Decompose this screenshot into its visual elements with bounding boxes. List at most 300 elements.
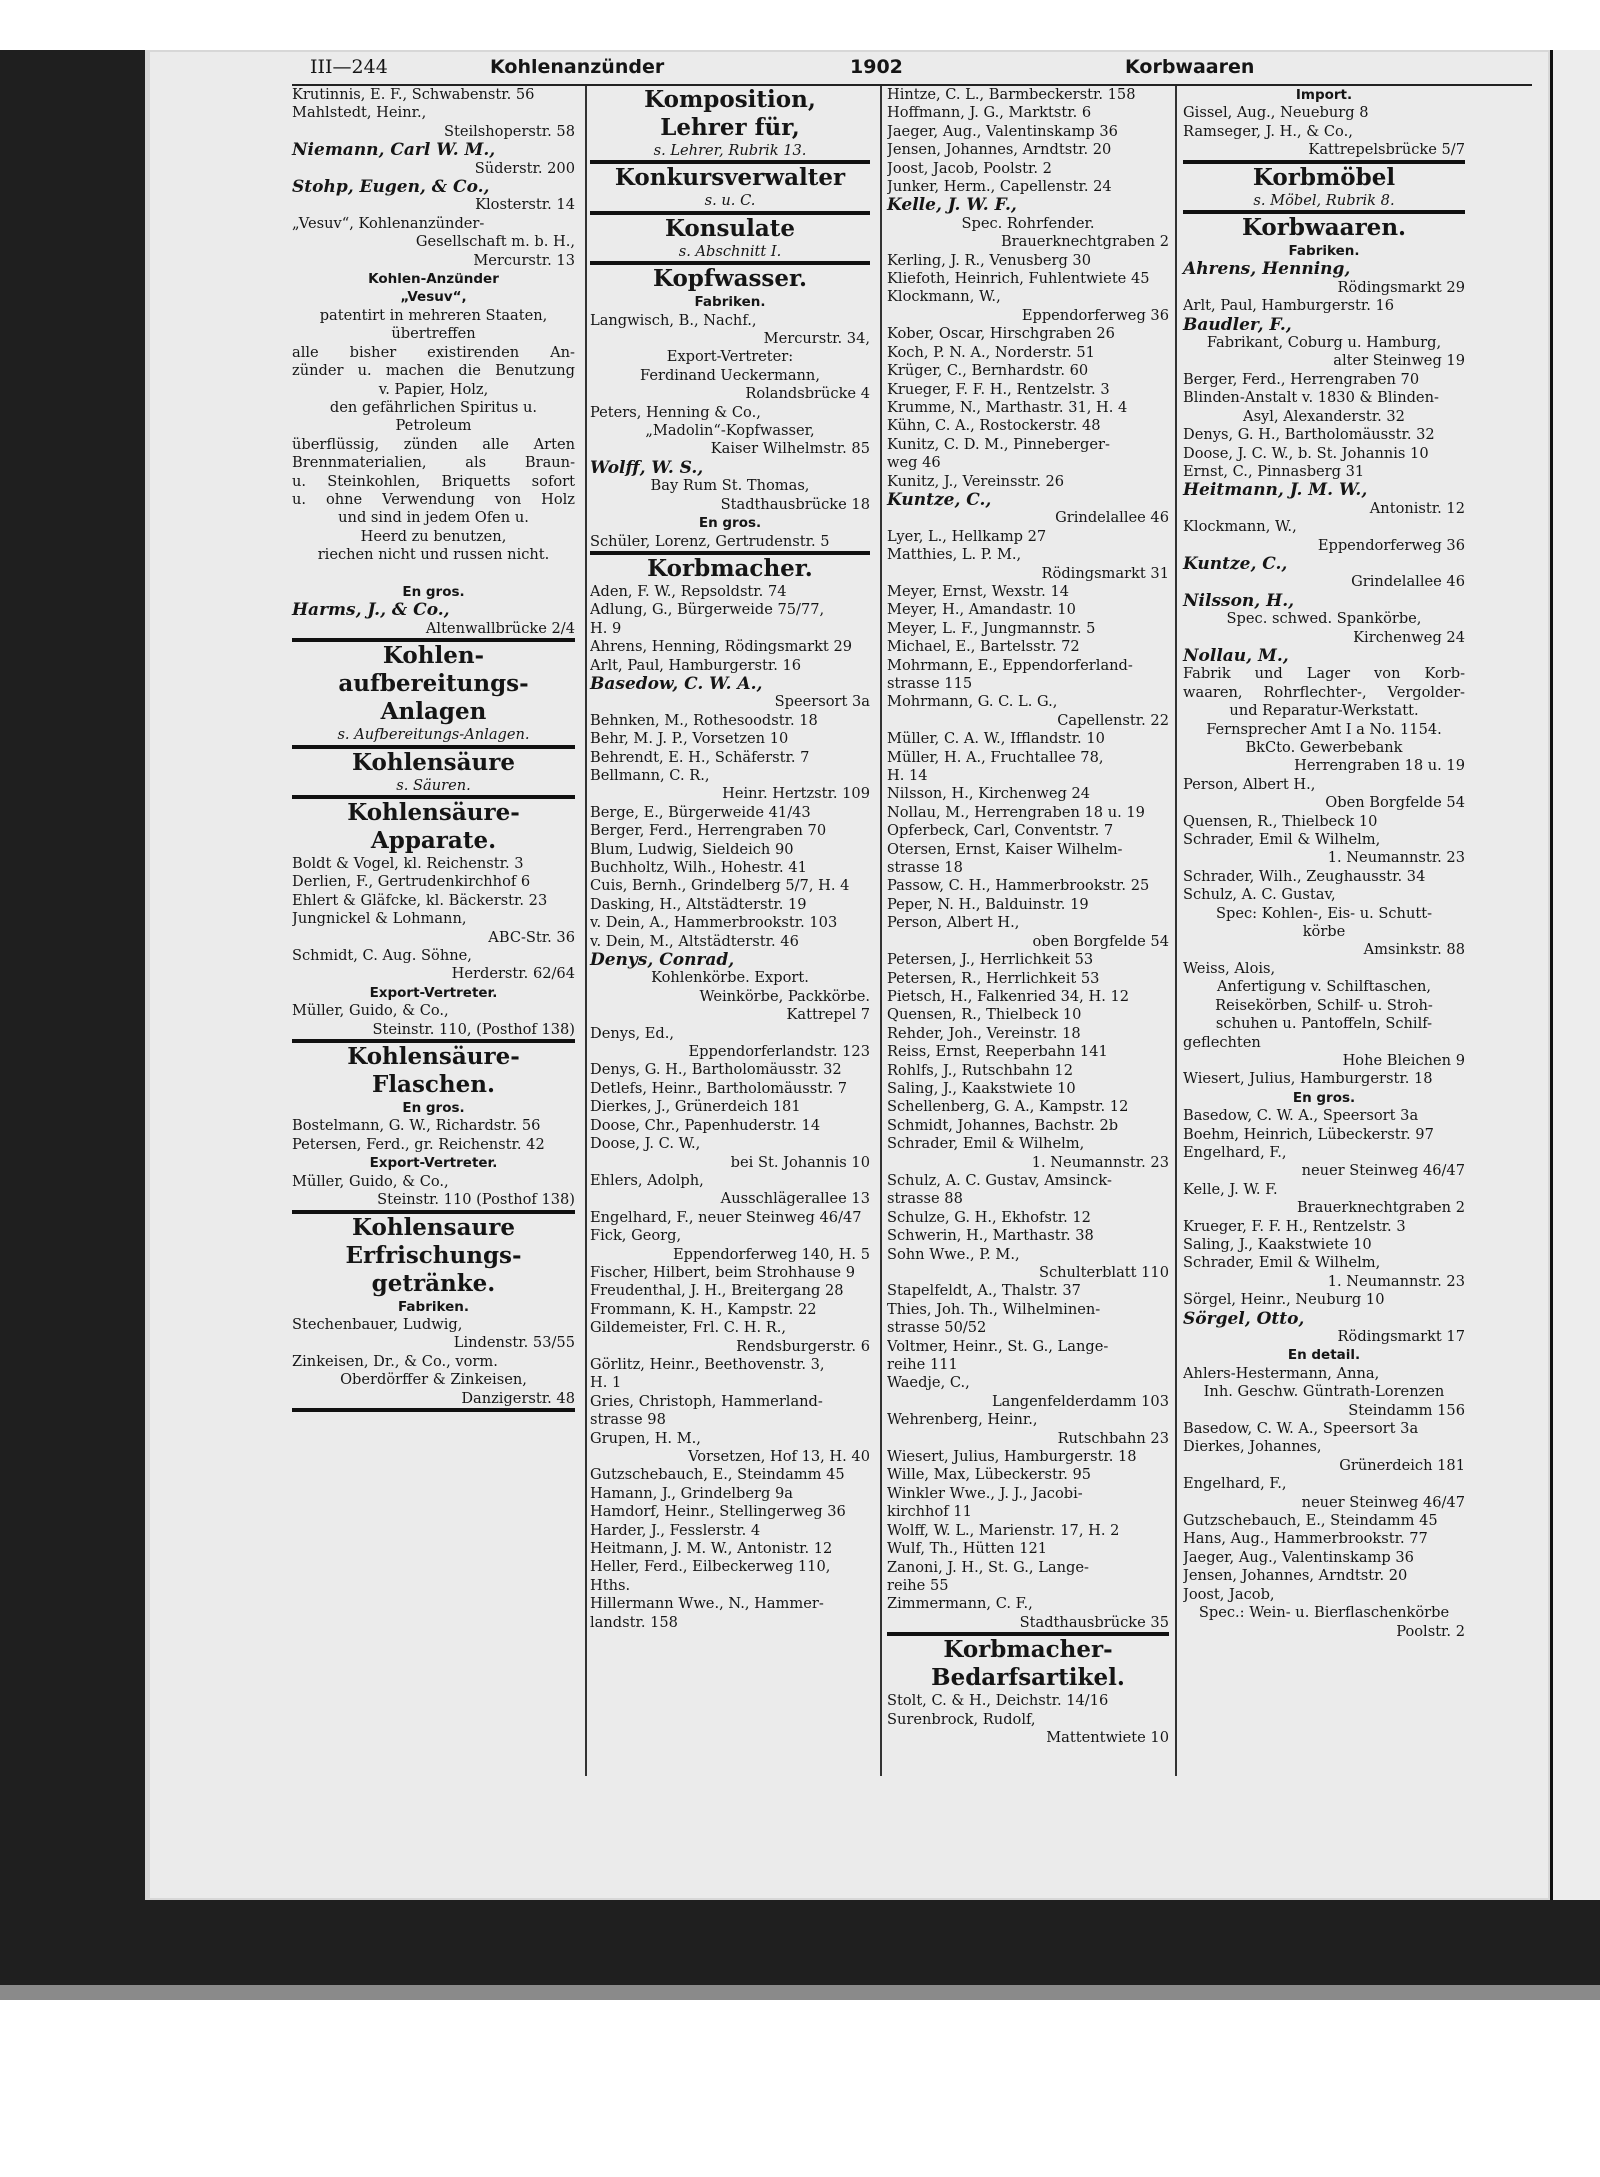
directory-entry-line: Langwisch, B., Nachf., [590,311,757,329]
directory-entry-line: Schulterblatt 110 [1038,1264,1169,1281]
directory-entry-line: Wolff, W. L., Marienstr. 17, H. 2 [887,1521,1120,1539]
directory-entry-line: Thies, Joh. Th., Wilhelminen- [887,1300,1101,1318]
column-divider-3 [1175,86,1177,1776]
directory-entry-line: Blinden-Anstalt v. 1830 & Blinden- [1183,389,1439,407]
directory-entry-line: Saling, J., Kaakstwiete 10 [887,1079,1076,1097]
directory-entry-line: Rödingsmarkt 17 [1337,1328,1465,1345]
section-heading: Korbmacher. [647,554,813,582]
directory-entry-line: Doose, J. C. W., b. St. Johannis 10 [1183,444,1429,462]
directory-entry-line: Inh. Geschw. Güntrath-Lorenzen [1203,1383,1445,1401]
section-heading: Komposition, [644,86,816,113]
directory-entry-line: bei St. Johannis 10 [730,1153,870,1171]
directory-entry-line: Doose, Chr., Papenhuderstr. 14 [590,1116,821,1134]
directory-entry-line: landstr. 158 [590,1613,678,1631]
directory-entry-line: Ahrens, Henning, Rödingsmarkt 29 [590,638,853,656]
directory-entry-line: neuer Steinweg 46/47 [1301,1493,1465,1511]
directory-entry-line: Rendsburgerstr. 6 [736,1337,870,1355]
directory-entry-line: Wille, Max, Lübeckerstr. 95 [887,1466,1092,1484]
directory-entry-line: Petersen, R., Herrlichkeit 53 [887,969,1100,987]
directory-entry-line: Gesellschaft m. b. H., [415,233,575,251]
directory-entry-line: 1. Neumannstr. 23 [1327,1272,1465,1290]
directory-entry-line: Gildemeister, Frl. C. H. R., [590,1319,786,1337]
directory-entry-line: überflüssig, zünden alle Arten [292,435,575,453]
directory-entry-line: Petersen, J., Herrlichkeit 53 [887,951,1094,969]
featured-entry-name: Kelle, J. W. F., [887,195,1017,216]
directory-entry-line: Dierkes, J., Grünerdeich 181 [590,1098,801,1116]
directory-entry-line: waaren, Rohrflechter-, Vergolder- [1183,683,1465,701]
directory-entry-line: Rolandsbrücke 4 [745,385,870,403]
directory-entry-line: Peper, N. H., Balduinstr. 19 [887,895,1089,913]
directory-entry-line: Reiss, Ernst, Reeperbahn 141 [887,1043,1108,1061]
cross-reference: s. Lehrer, Rubrik 13. [653,142,807,159]
featured-entry-name: Baudler, F., [1183,314,1292,335]
directory-entry-line: Spec. Rohrfender. [961,214,1095,232]
subheading: En gros. [1292,1089,1356,1106]
directory-entry-line: strasse 18 [887,859,963,877]
directory-entry-line: Grindelallee 46 [1055,509,1169,527]
directory-entry-line: Hans, Aug., Hammerbrookstr. 77 [1183,1530,1428,1548]
running-head-right: Korbwaaren [1125,56,1255,78]
subheading: En detail. [1287,1347,1361,1364]
directory-entry-line: Kohlenkörbe. Export. [651,969,809,987]
directory-entry-line: Detlefs, Heinr., Bartholomäusstr. 7 [590,1079,848,1097]
directory-entry-line: Ferdinand Ueckermann, [640,366,820,384]
directory-entry-line: Hohe Bleichen 9 [1342,1051,1465,1069]
directory-entry-line: Müller, Guido, & Co., [292,1172,449,1190]
directory-entry-line: weg 46 [887,454,941,472]
featured-entry-name: Sörgel, Otto, [1183,1308,1305,1329]
directory-entry-line: Steinstr. 110, (Posthof 138) [372,1020,575,1038]
directory-entry-line: v. Dein, A., Hammerbrookstr. 103 [590,914,838,932]
directory-entry-line: v. Dein, M., Altstädterstr. 46 [590,932,799,950]
section-heading: Korbwaaren. [1241,214,1407,242]
directory-entry-line: patentirt in mehreren Staaten, [319,306,548,324]
directory-entry-line: Meyer, L. F., Jungmannstr. 5 [887,619,1096,637]
directory-entry-line: Boldt & Vogel, kl. Reichenstr. 3 [292,855,524,872]
directory-entry-line: Jensen, Johannes, Arndtstr. 20 [887,141,1112,159]
directory-entry-line: Wiesert, Julius, Hamburgerstr. 18 [1183,1070,1433,1088]
section-heading: Apparate. [370,827,497,854]
directory-entry-line: v. Papier, Holz, [378,380,489,398]
featured-entry-name: Nollau, M., [1183,645,1289,666]
directory-entry-line: Export-Vertreter: [666,348,794,366]
directory-entry-line: reihe 111 [887,1356,958,1374]
directory-entry-line: Ehlert & Gläfcke, kl. Bäckerstr. 23 [292,891,548,909]
directory-entry-line: Ramseger, J. H., & Co., [1183,122,1353,140]
directory-entry-line: Fernsprecher Amt I a No. 1154. [1206,720,1442,738]
directory-entry-line: „Vesuv“, Kohlenanzünder- [292,214,485,232]
featured-entry-name: Ahrens, Henning, [1183,259,1351,280]
cross-reference: s. Aufbereitungs-Anlagen. [337,726,530,744]
directory-entry-line: Pietsch, H., Falkenried 34, H. 12 [887,987,1130,1005]
scan-bottom-shade [0,1985,1600,2000]
directory-entry-line: Jungnickel & Lohmann, [292,910,467,928]
directory-entry-line: Grünerdeich 181 [1339,1456,1465,1474]
directory-entry-line: Harder, J., Fesslerstr. 4 [590,1521,761,1539]
directory-entry-line: Stolt, C. & H., Deichstr. 14/16 [887,1692,1109,1710]
directory-entry-line: Heller, Ferd., Eilbeckerweg 110, [590,1558,831,1576]
directory-entry-line: Mohrmann, G. C. L. G., [887,693,1058,711]
directory-entry-line: Schrader, Emil & Wilhelm, [887,1135,1085,1153]
directory-entry-line: Meyer, Ernst, Wexstr. 14 [887,582,1070,600]
directory-entry-line: strasse 88 [887,1190,963,1208]
directory-entry-line: 1. Neumannstr. 23 [1031,1153,1169,1171]
directory-entry-line: u. ohne Verwendung von Holz [292,490,575,508]
directory-entry-line: Brauerknechtgraben 2 [1000,233,1169,251]
directory-entry-line: Hintze, C. L., Barmbeckerstr. 158 [887,86,1136,103]
directory-entry-line: riechen nicht und russen nicht. [317,546,550,564]
column-divider-1 [585,86,587,1776]
directory-entry-line: Fick, Georg, [590,1227,682,1245]
directory-entry-line: Anfertigung v. Schilftaschen, [1216,978,1431,996]
directory-entry-line: Adlung, G., Bürgerweide 75/77, [590,601,825,619]
directory-entry-line: Mattentwiete 10 [1046,1728,1169,1746]
directory-entry-line: Behnken, M., Rothesoodstr. 18 [590,711,818,729]
directory-entry-line: Heerd zu benutzen, [360,527,507,545]
directory-entry-line: Klockmann, W., [887,288,1001,306]
directory-entry-line: Freudenthal, J. H., Breitergang 28 [590,1282,844,1300]
directory-entry-line: Schulze, G. H., Ekhofstr. 12 [887,1208,1091,1226]
cross-reference: s. u. C. [704,192,756,210]
directory-entry-line: Poolstr. 2 [1396,1622,1465,1640]
directory-entry-line: Müller, Guido, & Co., [292,1002,449,1020]
directory-entry-line: Kerling, J. R., Venusberg 30 [887,251,1092,269]
directory-entry-line: Heitmann, J. M. W., Antonistr. 12 [590,1540,833,1558]
section-heading: Konkursverwalter [614,164,846,192]
directory-entry-line: Spec: Kohlen-, Eis- u. Schutt- [1216,904,1432,922]
running-head-left: Kohlenanzünder [490,56,665,78]
directory-entry-line: Steinstr. 110 (Posthof 138) [377,1191,575,1209]
section-heading: Flaschen. [371,1071,495,1099]
section-heading: Kohlensäure- [347,1043,520,1071]
directory-entry-line: zünder u. machen die Benutzung [292,362,575,380]
subheading: En gros. [698,515,762,532]
cross-reference: s. Möbel, Rubrik 8. [1253,191,1395,209]
directory-entry-line: Behrendt, E. H., Schäferstr. 7 [590,748,810,766]
directory-entry-line: Buchholtz, Wilh., Hohestr. 41 [590,859,807,876]
directory-entry-line: strasse 115 [887,675,973,692]
directory-entry-line: Kunitz, J., Vereinsstr. 26 [887,472,1065,490]
section-heading: Lehrer für, [660,114,800,141]
section-heading: Kohlensaure [352,1213,515,1241]
directory-entry-line: Krueger, F. F. H., Rentzelstr. 3 [1183,1217,1406,1235]
directory-entry-line: Dierkes, Johannes, [1183,1438,1322,1456]
directory-entry-line: Brauerknechtgraben 2 [1296,1199,1465,1217]
subheading: En gros. [402,1100,465,1117]
directory-entry-line: Joost, Jacob, Poolstr. 2 [887,159,1052,177]
subheading: Export-Vertreter. [369,1155,498,1172]
directory-entry-line: Schellenberg, G. A., Kampstr. 12 [887,1098,1129,1116]
featured-entry-name: Heitmann, J. M. W., [1183,480,1368,501]
directory-entry-line: Denys, Ed., [590,1024,675,1042]
directory-entry-line: Nollau, M., Herrengraben 18 u. 19 [887,803,1145,821]
directory-entry-line: Stechenbauer, Ludwig, [292,1315,463,1333]
directory-entry-line: Kattrepelsbrücke 5/7 [1308,141,1465,159]
directory-entry-line: Herrengraben 18 u. 19 [1294,757,1465,775]
column-4 [1183,86,1465,1641]
directory-entry-line: Danzigerstr. 48 [461,1389,575,1407]
section-heading: Bedarfsartikel. [931,1664,1125,1692]
directory-entry-line: Jaeger, Aug., Valentinskamp 36 [1183,1548,1414,1566]
directory-entry-line: Ernst, C., Pinnasberg 31 [1183,462,1365,480]
featured-entry-name: Stohp, Eugen, & Co., [292,177,490,198]
featured-entry-name: Nilsson, H., [1183,590,1295,611]
directory-entry-line: Denys, G. H., Bartholomäusstr. 32 [590,1061,842,1079]
directory-entry-line: Altenwallbrücke 2/4 [425,619,575,637]
section-heading: Kohlen- [382,642,485,670]
directory-entry-line: Eppendorferweg 36 [1317,536,1465,554]
directory-entry-line: Schwerin, H., Marthastr. 38 [887,1227,1094,1245]
featured-entry-name: Niemann, Carl W. M., [292,140,496,161]
directory-entry-line: alle bisher existirenden An- [292,343,575,361]
directory-entry-line: Stadthausbrücke 35 [1019,1613,1169,1631]
section-heading: Korbmacher- [943,1636,1113,1664]
directory-entry-line: Surenbrock, Rudolf, [887,1710,1036,1728]
directory-entry-line: Wiesert, Julius, Hamburgerstr. 18 [887,1448,1137,1466]
directory-entry-line: Hamann, J., Grindelberg 9a [590,1484,793,1502]
subheading: Export-Vertreter. [369,984,498,1001]
directory-entry-line: Klockmann, W., [1183,518,1297,536]
directory-entry-line: Frommann, K. H., Kampstr. 22 [590,1300,817,1318]
directory-entry-line: Arlt, Paul, Hamburgerstr. 16 [1183,297,1395,315]
directory-entry-line: Berger, Ferd., Herrengraben 70 [1183,370,1420,388]
directory-entry-line: Eppendorferlandstr. 123 [688,1043,870,1061]
directory-entry-line: Joost, Jacob, [1183,1585,1275,1603]
subheading: Fabriken. [694,294,766,311]
featured-entry-name: Basedow, C. W. A., [590,673,763,694]
directory-entry-line: Fabrik und Lager von Korb- [1183,665,1465,683]
subheading: Import. [1295,87,1353,103]
directory-entry-line: Matthies, L. P. M., [887,546,1022,564]
directory-entry-line: Herderstr. 62/64 [451,965,575,983]
directory-entry-line: Klosterstr. 14 [475,196,575,214]
directory-entry-line: Quensen, R., Thielbeck 10 [887,1006,1082,1024]
section-heading: Erfrischungs- [345,1241,522,1269]
directory-entry-line: Spec.: Wein- u. Bierflaschenkörbe [1198,1604,1450,1622]
directory-entry-line: Person, Albert H., [1183,775,1316,793]
directory-entry-line: Zinkeisen, Dr., & Co., vorm. [292,1352,498,1370]
directory-entry-line: Oberdörffer & Zinkeisen, [340,1371,527,1389]
directory-entry-line: Schulz, A. C. Gustav, [1183,886,1336,904]
directory-entry-line: Engelhard, F., [1183,1475,1287,1493]
directory-entry-line: Opferbeck, Carl, Conventstr. 7 [887,822,1114,840]
directory-entry-line: Arlt, Paul, Hamburgerstr. 16 [590,656,802,674]
cross-reference: s. Säuren. [396,776,471,794]
directory-entry-line: Saling, J., Kaakstwiete 10 [1183,1235,1372,1253]
directory-entry-line: Cuis, Bernh., Grindelberg 5/7, H. 4 [590,877,850,895]
directory-entry-line: Kaiser Wilhelmstr. 85 [710,440,870,458]
directory-entry-line: H. 9 [590,619,622,637]
section-heading: Korbmöbel [1252,163,1396,191]
directory-entry-line: Sörgel, Heinr., Neuburg 10 [1183,1291,1385,1309]
directory-entry-line: Rutschbahn 23 [1057,1429,1169,1447]
directory-entry-line: H. 14 [887,767,928,785]
directory-entry-line: Waedje, C., [887,1374,970,1392]
directory-entry-line: u. Steinkohlen, Briquetts sofort [292,472,575,490]
directory-entry-line: Rödingsmarkt 31 [1041,564,1169,582]
directory-entry-line: und sind in jedem Ofen u. [338,509,529,527]
directory-entry-line: Petersen, Ferd., gr. Reichenstr. 42 [292,1135,545,1153]
directory-entry-line: übertreffen [391,325,476,343]
directory-entry-line: reihe 55 [887,1576,949,1594]
directory-entry-line: Berge, E., Bürgerweide 41/43 [590,803,811,821]
directory-entry-line: Otersen, Ernst, Kaiser Wilhelm- [887,840,1123,858]
directory-entry-line: Wehrenberg, Heinr., [887,1411,1038,1429]
directory-entry-line: strasse 98 [590,1411,666,1429]
directory-entry-line: BkCto. Gewerbebank [1245,739,1403,756]
directory-entry-line: Berger, Ferd., Herrengraben 70 [590,822,827,840]
column-1 [292,86,575,1412]
directory-entry-line: Passow, C. H., Hammerbrookstr. 25 [887,877,1150,895]
directory-entry-line: Brennmaterialien, als Braun- [292,454,575,472]
directory-entry-line: Capellenstr. 22 [1057,711,1169,729]
section-heading: Kohlensäure [352,748,515,776]
directory-entry-line: Eppendorferweg 36 [1021,306,1169,324]
directory-entry-line: Denys, G. H., Bartholomäusstr. 32 [1183,426,1435,444]
directory-entry-line: Müller, C. A. W., Ifflandstr. 10 [887,730,1105,748]
directory-entry-line: Blum, Ludwig, Sieldeich 90 [590,840,794,858]
subheading: „Vesuv“, [400,289,467,306]
directory-entry-line: Krueger, F. F. H., Rentzelstr. 3 [887,380,1110,398]
directory-entry-line: Hamdorf, Heinr., Stellingerweg 36 [590,1503,846,1521]
directory-entry-line: Oben Borgfelde 54 [1325,794,1465,812]
directory-entry-line: Junker, Herm., Capellenstr. 24 [887,178,1112,196]
directory-entry-line: Winkler Wwe., J. J., Jacobi- [887,1484,1083,1502]
directory-entry-line: Ehlers, Adolph, [590,1171,704,1189]
directory-entry-line: Behr, M. J. P., Vorsetzen 10 [590,730,789,748]
featured-entry-name: Harms, J., & Co., [292,600,450,621]
directory-entry-line: Hths. [590,1576,631,1594]
directory-entry-line: körbe [1302,923,1346,941]
page-number: III—244 [310,56,388,78]
directory-entry-line: Ahlers-Hestermann, Anna, [1183,1364,1380,1382]
directory-entry-line: Kunitz, C. D. M., Pinneberger- [887,435,1110,453]
directory-entry-line: Vorsetzen, Hof 13, H. 40 [688,1448,870,1465]
directory-entry-line: Hillermann Wwe., N., Hammer- [590,1595,824,1613]
directory-entry-line: oben Borgfelde 54 [1032,932,1169,950]
directory-entry-line: Sohn Wwe., P. M., [887,1245,1020,1263]
directory-entry-line: Michael, E., Bartelsstr. 72 [887,638,1080,656]
directory-entry-line: Gissel, Aug., Neueburg 8 [1183,104,1369,122]
column-divider-2 [880,86,882,1776]
featured-entry-name: Denys, Conrad, [590,950,735,971]
directory-entry-line: Stadthausbrücke 18 [720,495,870,513]
directory-entry-line: Schrader, Emil & Wilhelm, [1183,831,1381,849]
directory-entry-line: Krutinnis, E. F., Schwabenstr. 56 [292,86,535,103]
directory-entry-line: Kattrepel 7 [786,1006,870,1024]
directory-entry-line: Aden, F. W., Repsoldstr. 74 [590,582,787,600]
featured-entry-name: Kuntze, C., [887,489,992,510]
directory-entry-line: Müller, H. A., Fruchtallee 78, [887,748,1104,766]
directory-entry-line: den gefährlichen Spiritus u. [329,398,538,416]
next-page-edge [1553,50,1600,1900]
directory-entry-line: Koch, P. N. A., Norderstr. 51 [887,343,1095,361]
directory-entry-line: Heinr. Hertzstr. 109 [722,785,870,803]
directory-entry-line: Görlitz, Heinr., Beethovenstr. 3, [590,1355,825,1373]
directory-entry-line: Mahlstedt, Heinr., [292,104,427,122]
directory-entry-line: Fabrikant, Coburg u. Hamburg, [1206,334,1442,352]
section-rule [292,1408,575,1412]
directory-entry-line: Weinkörbe, Packkörbe. [699,987,870,1005]
directory-entry-line: Schulz, A. C. Gustav, Amsinck- [887,1171,1112,1189]
directory-entry-line: ABC-Str. 36 [488,928,575,946]
directory-entry-line: Krumme, N., Marthastr. 31, H. 4 [887,398,1128,416]
directory-entry-line: Eppendorferweg 140, H. 5 [672,1245,870,1263]
directory-entry-line: Gutzschebauch, E., Steindamm 45 [590,1466,845,1484]
directory-entry-line: Speersort 3a [774,693,870,711]
directory-entry-line: Engelhard, F., [1183,1143,1287,1161]
directory-entry-line: Hoffmann, J. G., Marktstr. 6 [887,104,1092,122]
directory-entry-line: Person, Albert H., [887,914,1020,932]
featured-entry-name: Wolff, W. S., [590,457,704,478]
subheading: Kohlen-Anzünder [368,271,499,288]
running-head-year: 1902 [850,56,903,78]
directory-entry-line: Langenfelderdamm 103 [991,1392,1169,1410]
directory-entry-line: Antonistr. 12 [1369,499,1465,517]
directory-entry-line: Kirchenweg 24 [1353,628,1465,646]
column-2 [590,86,870,1632]
directory-entry-line: Basedow, C. W. A., Speersort 3a [1183,1420,1419,1438]
directory-entry-line: Bellmann, C. R., [590,766,710,784]
directory-entry-line: Süderstr. 200 [474,159,575,177]
directory-entry-line: Schrader, Emil & Wilhelm, [1183,1254,1381,1272]
directory-entry-line: Bostelmann, G. W., Richardstr. 56 [292,1117,541,1135]
directory-entry-line: Asyl, Alexanderstr. 32 [1243,407,1405,425]
section-heading: Kohlensäure- [347,799,520,826]
directory-entry-line: Amsinkstr. 88 [1363,941,1465,959]
directory-entry-line: Lyer, L., Hellkamp 27 [887,527,1047,545]
directory-entry-line: Spec. schwed. Spankörbe, [1226,610,1422,628]
directory-entry-line: Grindelallee 46 [1351,573,1465,591]
directory-entry-line: Jensen, Johannes, Arndtstr. 20 [1183,1567,1408,1585]
directory-entry-line: Basedow, C. W. A., Speersort 3a [1183,1107,1419,1125]
directory-entry-line: Bay Rum St. Thomas, [650,477,810,495]
directory-entry-line: Fischer, Hilbert, beim Strohhause 9 [590,1263,855,1281]
directory-entry-line: geflechten [1183,1033,1261,1051]
directory-entry-line: Schmidt, Johannes, Bachstr. 2b [887,1116,1119,1134]
directory-entry-line: Gutzschebauch, E., Steindamm 45 [1183,1512,1438,1530]
directory-entry-line: „Madolin“-Kopfwasser, [645,422,815,440]
subheading: Fabriken. [1288,243,1360,260]
directory-entry-line: alter Steinweg 19 [1333,352,1465,370]
directory-entry-line: Stapelfeldt, A., Thalstr. 37 [887,1282,1081,1300]
directory-entry-line: Mercurstr. 13 [473,251,575,269]
subheading: Fabriken. [397,1298,469,1315]
directory-entry-line: Grupen, H. M., [590,1429,701,1447]
section-heading: Kopfwasser. [652,265,808,293]
directory-entry-line: Kelle, J. W. F. [1183,1180,1278,1198]
directory-entry-line: Mohrmann, E., Eppendorferland- [887,656,1133,674]
directory-entry-line: Mercurstr. 34, [763,330,870,348]
directory-entry-line: Schüler, Lorenz, Gertrudenstr. 5 [590,532,830,550]
directory-entry-line: Kühn, C. A., Rostockerstr. 48 [887,417,1101,435]
directory-entry-line: Engelhard, F., neuer Steinweg 46/47 [590,1208,862,1226]
directory-entry-line: H. 1 [590,1374,622,1392]
directory-entry-line: Boehm, Heinrich, Lübeckerstr. 97 [1183,1125,1434,1143]
directory-entry-line: Lindenstr. 53/55 [453,1334,575,1352]
cross-reference: s. Abschnitt I. [678,242,782,260]
section-heading: getränke. [371,1269,496,1297]
directory-entry-line: Reisekörben, Schilf- u. Stroh- [1215,996,1433,1014]
featured-entry-name: Kuntze, C., [1183,553,1288,574]
column-3 [887,86,1169,1747]
directory-entry-line: Derlien, F., Gertrudenkirchhof 6 [292,873,531,891]
directory-entry-line: schuhen u. Pantoffeln, Schilf- [1215,1015,1433,1033]
directory-entry-line: Jaeger, Aug., Valentinskamp 36 [887,122,1118,140]
directory-entry-line: Steindamm 156 [1348,1401,1465,1419]
section-heading: aufbereitungs- [338,670,529,698]
directory-entry-line: Quensen, R., Thielbeck 10 [1183,812,1378,830]
